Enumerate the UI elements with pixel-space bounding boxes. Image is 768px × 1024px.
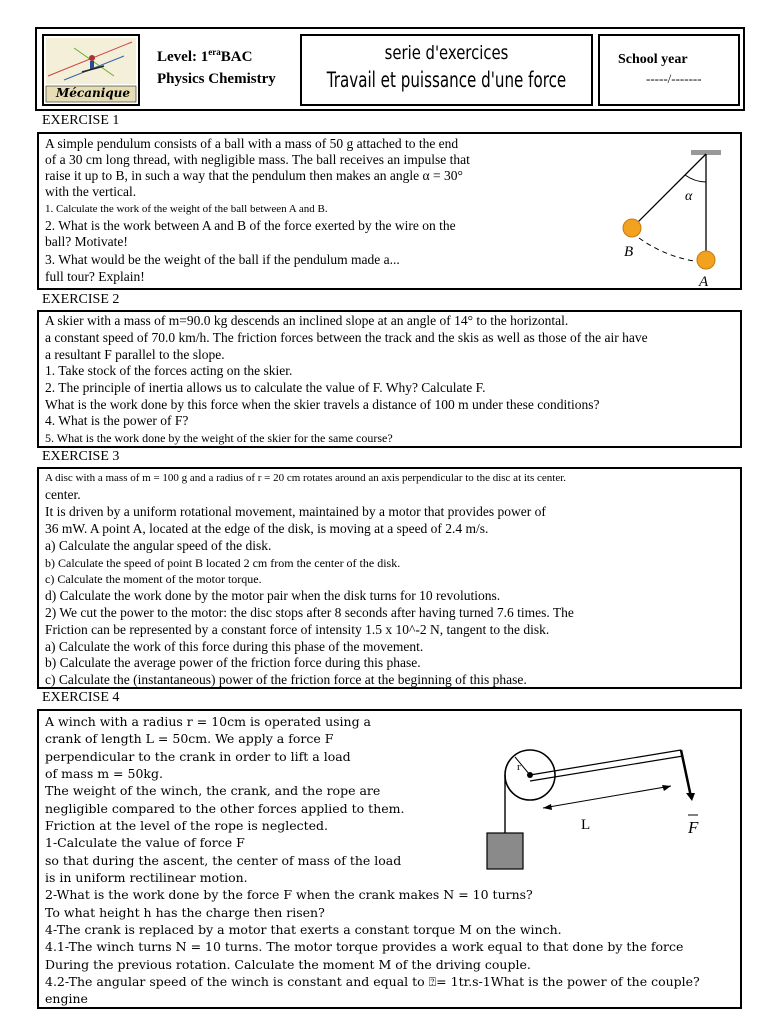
exercise3-box: [37, 467, 742, 689]
ex1-line: raise it up to B, in such a way that the pendulum then makes an angle α = 30°: [45, 168, 463, 183]
ex4-line: 2-What is the work done by the force F when the crank makes N = 10 turns?: [45, 887, 533, 902]
ex2-line: What is the work done by this force when the skier travels a distance of 100 m under these conditions?: [45, 397, 600, 412]
ex1-line: with the vertical.: [45, 184, 137, 199]
ex4-line: negligible compared to the other forces applied to them.: [45, 801, 405, 816]
ex2-line: a constant speed of 70.0 km/h. The friction forces between the track and the skis as well as those of the air have: [45, 330, 648, 345]
ex2-line: 4. What is the power of F?: [45, 413, 189, 428]
ex4-line: is in uniform rectilinear motion.: [45, 870, 248, 885]
ex4-line: engine: [45, 991, 88, 1006]
level-cell: [147, 34, 295, 106]
exercise4-title: EXERCISE 4: [42, 690, 120, 705]
logo-label: Mécanique: [55, 86, 131, 100]
ex1-line: 3. What would be the weight of the ball if the pendulum made a...: [45, 252, 400, 267]
ex2-line: 5. What is the work done by the weight of the skier for the same course?: [45, 431, 393, 445]
exercise2-box: [37, 310, 742, 448]
ex3-line: d) Calculate the work done by the motor pair when the disk turns for 10 revolutions.: [45, 588, 501, 603]
ex3-line: It is driven by a uniform rotational movement, maintained by a motor that provides power of: [45, 504, 546, 519]
crank-top: [530, 750, 681, 775]
ex2-line: 1. Take stock of the forces acting on the skier.: [45, 363, 293, 378]
force-arrow: [681, 750, 691, 797]
crank-bottom: [530, 756, 683, 781]
angle-arc: [685, 175, 706, 182]
ex2-line: a resultant F parallel to the slope.: [45, 347, 225, 362]
ex4-line: During the previous rotation. Calculate the moment M of the driving couple.: [45, 957, 531, 972]
page-title-line1: serie d'exercices: [384, 42, 509, 64]
level-text: Level: $1^{era}BAC$: [157, 47, 253, 65]
ex4-line: 4.1-The winch turns N = 10 turns. The motor torque provides a work equal to that done by the force: [45, 939, 684, 954]
ex1-line: 1. Calculate the work of the weight of the ball between A and B.: [45, 203, 328, 215]
exercise4-box: [37, 709, 742, 1009]
radius-label: r: [517, 761, 521, 773]
winch-figure: [479, 733, 709, 881]
ex4-line: The weight of the winch, the crank, and the rope are: [45, 783, 381, 798]
school-year-cell: [598, 34, 740, 106]
ex4-line: perpendicular to the crank in order to lift a load: [45, 749, 351, 764]
ex4-line: 1-Calculate the value of force F: [45, 835, 245, 850]
pendulum-figure: [607, 146, 737, 292]
ex1-line: of a 30 cm long thread, with negligible mass. The ball receives an impulse that: [45, 152, 470, 167]
ex3-line: c) Calculate the moment of the motor torque.: [45, 572, 262, 586]
length-label: L: [581, 817, 591, 833]
ex4-line: To what height h has the charge then risen?: [45, 905, 325, 920]
title-cell: [300, 34, 593, 106]
length-arrow-right: [662, 785, 671, 791]
angle-label: α: [685, 189, 693, 204]
ex4-line: 4-The crank is replaced by a motor that exerts a constant torque M on the winch.: [45, 922, 562, 937]
ex4-line: A winch with a radius r = 10cm is operated using a: [45, 714, 372, 729]
logo: [42, 34, 140, 106]
force-arrowhead: [686, 793, 695, 801]
ex4-line: so that during the ascent, the center of mass of the load: [45, 853, 402, 868]
exercise3-title: EXERCISE 3: [42, 449, 120, 464]
ex4-line: of mass m = 50kg.: [45, 766, 163, 781]
ex4-line: 4.2-The angular speed of the winch is constant and equal to ⍰= 1tr.s-1What is the power of the couple?: [45, 974, 700, 989]
ball-b: [623, 219, 641, 237]
ex3-line: A disc with a mass of m = 100 g and a radius of r = 20 cm rotates around an axis perpendicular to the disc at its center.: [45, 472, 567, 484]
length-arrow-left: [543, 804, 552, 810]
school-year-label: School year: [618, 52, 688, 67]
ex3-line: 36 mW. A point A, located at the edge of the disk, is moving at a speed of 2.4 m/s.: [45, 521, 489, 536]
ex3-line: c) Calculate the (instantaneous) power of the friction force at the beginning of this phase.: [45, 672, 527, 687]
ex3-line: b) Calculate the average power of the friction force during this phase.: [45, 655, 421, 670]
exercise1-box: [37, 132, 742, 290]
length-dimension: [543, 786, 671, 808]
trajectory-arc: [639, 238, 701, 262]
ex1-line: 2. What is the work between A and B of the force exerted by the wire on the: [45, 218, 456, 233]
school-year-value: -----/-------: [646, 71, 702, 86]
header: [35, 27, 745, 111]
load-mass: [487, 833, 523, 869]
pendulum-thread: [632, 154, 706, 228]
ex3-line: a) Calculate the work of this force during this phase of the movement.: [45, 639, 424, 654]
point-a-label: A: [699, 274, 709, 290]
ex3-line: 2) We cut the power to the motor: the disc stops after 8 seconds after having turned 7.6 times. The: [45, 605, 574, 620]
exercise1-title: EXERCISE 1: [42, 113, 120, 128]
ball-a: [697, 251, 715, 269]
point-b-label: B: [624, 244, 634, 260]
ex3-line: b) Calculate the speed of point B located 2 cm from the center of the disk.: [45, 556, 401, 570]
subject-text: Physics Chemistry: [157, 71, 276, 87]
exercise2-title: EXERCISE 2: [42, 292, 120, 307]
ex3-line: center.: [45, 487, 81, 502]
ex2-line: A skier with a mass of m=90.0 kg descends an inclined slope at an angle of 14° to the horizontal.: [45, 313, 569, 328]
ex1-line: ball? Motivate!: [45, 234, 128, 249]
ex4-line: Friction at the level of the rope is neglected.: [45, 818, 329, 833]
ex2-line: 2. The principle of inertia allows us to calculate the value of F. Why? Calculate F.: [45, 380, 486, 395]
ex3-line: Friction can be represented by a constant force of intensity 1.5 x 10^-2 N, tangent to the disk.: [45, 622, 550, 637]
ex1-line: full tour? Explain!: [45, 269, 145, 284]
page-title-line2: Travail et puissance d'une force: [326, 68, 567, 92]
ex4-line: crank of length L = 50cm. We apply a force F: [45, 731, 334, 746]
ex1-line: A simple pendulum consists of a ball with a mass of 50 g attached to the end: [45, 136, 459, 151]
ex3-line: a) Calculate the angular speed of the disk.: [45, 538, 272, 553]
force-label: F: [688, 818, 699, 837]
